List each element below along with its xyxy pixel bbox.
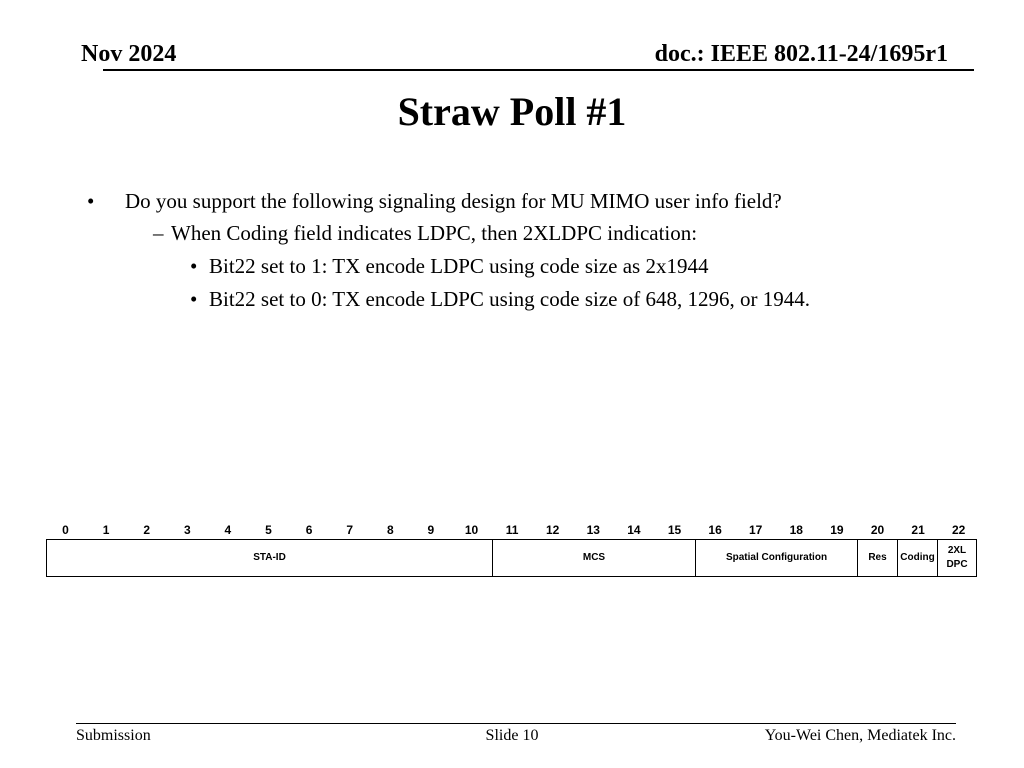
bit-number-12: 12 [546,523,560,537]
bullet-marker: • [190,287,198,311]
bit-number-11: 11 [505,523,519,537]
bullet-marker: – [153,221,164,245]
footer-submission: Submission [76,727,151,744]
bit-number-20: 20 [870,523,885,537]
header-doc-id: doc.: IEEE 802.11-24/1695r1 [654,41,948,67]
bullet-question: Do you support the following signaling design for MU MIMO user info field? [125,189,782,213]
bit-number-5: 5 [265,523,272,537]
bit-number-19: 19 [830,523,844,537]
bit-number-22: 22 [952,523,966,537]
footer-author: You-Wei Chen, Mediatek Inc. [764,727,956,744]
user-info-field-diagram [46,523,977,577]
bit-number-21: 21 [911,523,925,537]
field-spatial-configuration: Spatial Configuration [696,540,858,576]
header-divider [103,69,974,71]
bit-number-13: 13 [586,523,600,537]
slide-title: Straw Poll #1 [397,89,627,134]
bit-number-3: 3 [183,523,191,537]
footer-slide-number: Slide 10 [485,727,539,744]
bullet-marker: • [87,189,95,213]
field-mcs: MCS [493,540,696,576]
bullet-condition: When Coding field indicates LDPC, then 2XLDPC indication: [171,221,698,245]
bit-number-6: 6 [305,523,313,537]
bit-number-0: 0 [62,523,69,537]
field-row [46,539,977,577]
bit-number-10: 10 [464,523,479,537]
bit-number-2: 2 [143,523,151,537]
bullet-marker: • [190,254,198,278]
header-date: Nov 2024 [81,41,177,67]
footer-divider [76,723,956,724]
field-coding: Coding [898,540,938,576]
bit-number-9: 9 [427,523,435,537]
bullet-bit22-one: Bit22 set to 1: TX encode LDPC using code size as 2x1944 [209,254,709,278]
bullet-bit22-zero: Bit22 set to 0: TX encode LDPC using code size of 648, 1296, or 1944. [209,287,810,311]
bit-number-4: 4 [224,523,232,537]
bit-number-1: 1 [102,523,110,537]
field-sta-id: STA-ID [47,540,493,576]
bit-number-17: 17 [749,523,763,537]
field-res: Res [858,540,898,576]
bit-number-18: 18 [789,523,803,537]
bit-number-15: 15 [667,523,682,537]
bit-number-8: 8 [386,523,394,537]
bit-number-14: 14 [627,523,641,537]
field-2xldpc: 2XL DPC [946,545,968,570]
bit-number-16: 16 [708,523,722,537]
bit-number-7: 7 [346,523,354,537]
